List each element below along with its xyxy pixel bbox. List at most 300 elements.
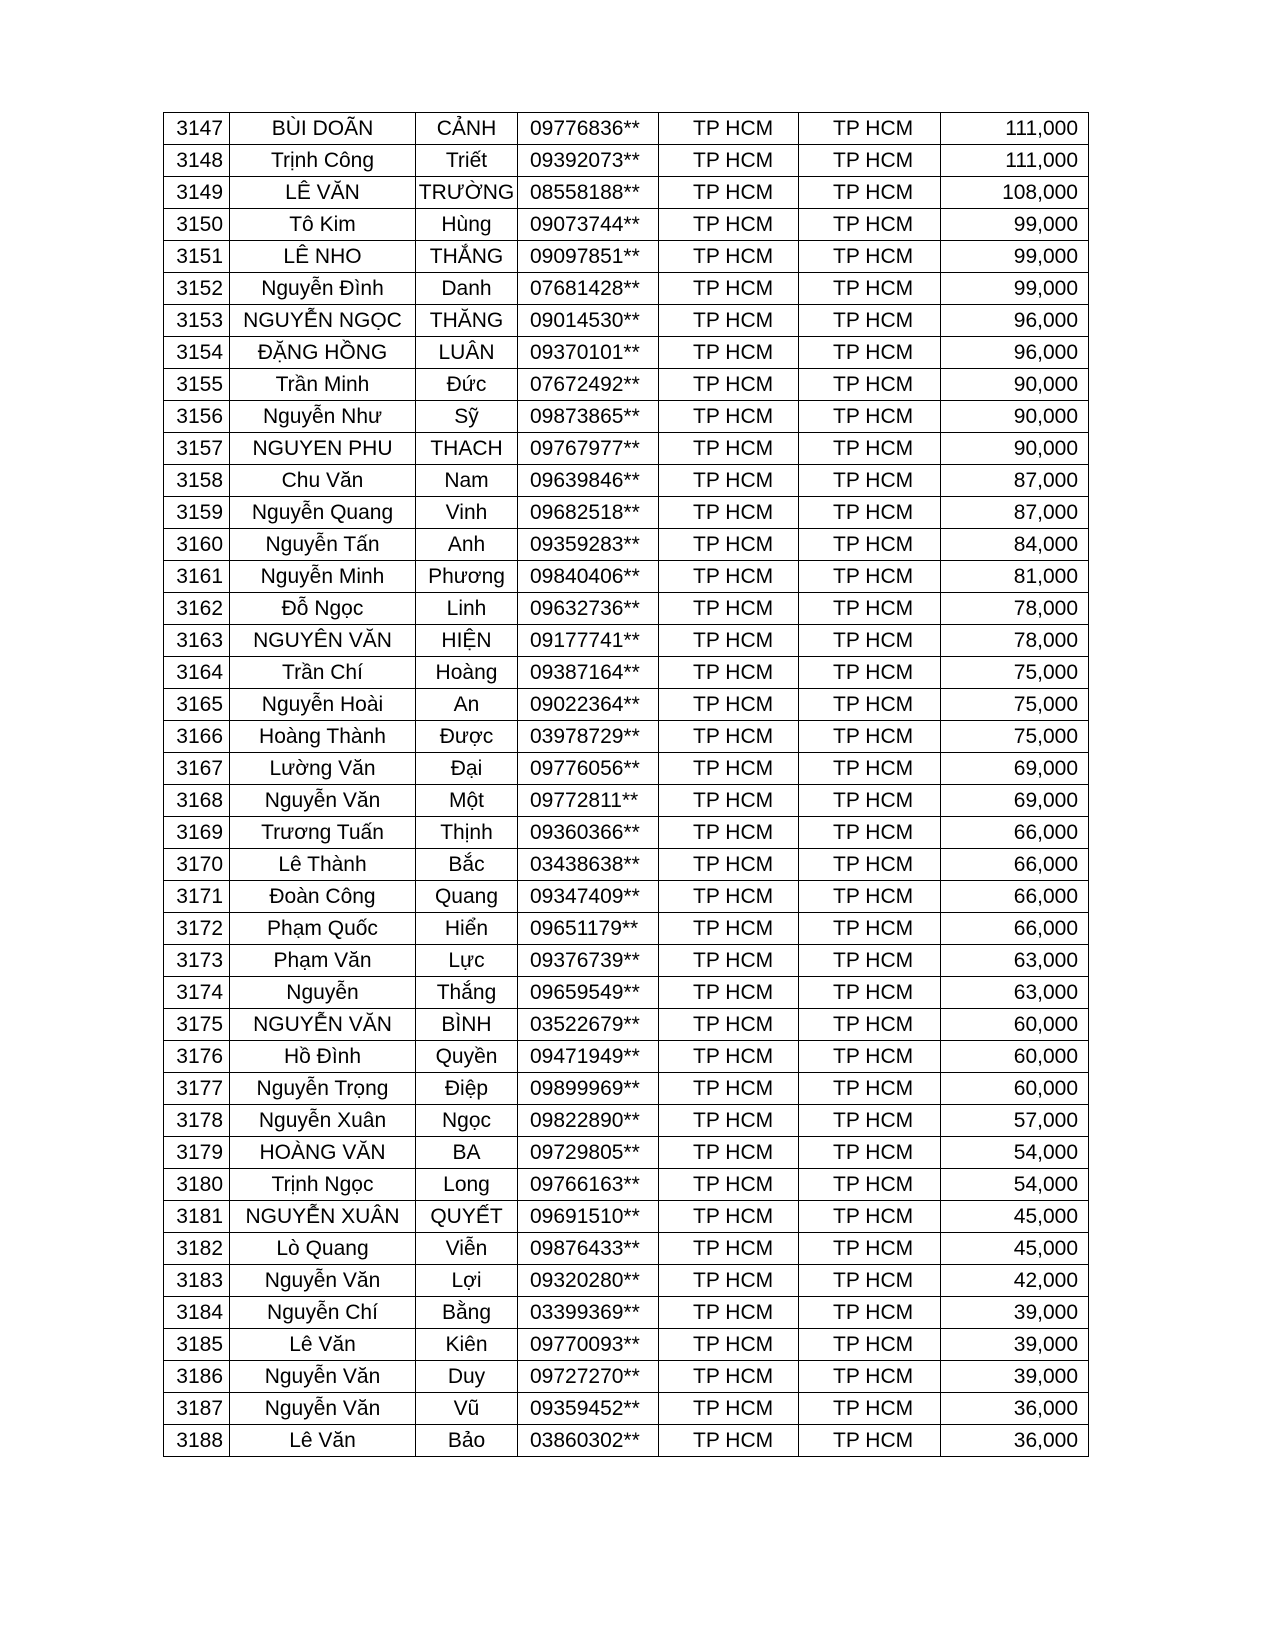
table-row <box>164 1073 1089 1105</box>
province-cell: TP HCM <box>799 625 941 657</box>
row-number: 3176 <box>164 1041 230 1073</box>
row-number: 3185 <box>164 1329 230 1361</box>
phone-cell: 09359283** <box>518 529 659 561</box>
surname-cell: Nguyễn Đình <box>230 273 416 305</box>
surname-cell: LÊ NHO <box>230 241 416 273</box>
given-name-cell: Long <box>416 1169 518 1201</box>
amount-cell: 60,000 <box>941 1009 1089 1041</box>
province-cell: TP HCM <box>799 689 941 721</box>
table-row <box>164 177 1089 209</box>
province-cell: TP HCM <box>799 369 941 401</box>
table-row <box>164 273 1089 305</box>
row-number: 3179 <box>164 1137 230 1169</box>
row-number: 3153 <box>164 305 230 337</box>
table-row <box>164 433 1089 465</box>
table-row <box>164 113 1089 145</box>
amount-cell: 108,000 <box>941 177 1089 209</box>
province-cell: TP HCM <box>799 1265 941 1297</box>
given-name-cell: Thịnh <box>416 817 518 849</box>
row-number: 3149 <box>164 177 230 209</box>
province-cell: TP HCM <box>799 561 941 593</box>
phone-cell: 09822890** <box>518 1105 659 1137</box>
surname-cell: BÙI DOÃN <box>230 113 416 145</box>
city-cell: TP HCM <box>659 337 799 369</box>
amount-cell: 66,000 <box>941 849 1089 881</box>
city-cell: TP HCM <box>659 785 799 817</box>
table-row <box>164 1009 1089 1041</box>
surname-cell: Nguyễn Văn <box>230 1393 416 1425</box>
table-row <box>164 1425 1089 1457</box>
phone-cell: 09347409** <box>518 881 659 913</box>
given-name-cell: LUÂN <box>416 337 518 369</box>
phone-cell: 03399369** <box>518 1297 659 1329</box>
table-row <box>164 497 1089 529</box>
province-cell: TP HCM <box>799 337 941 369</box>
given-name-cell: Quyền <box>416 1041 518 1073</box>
city-cell: TP HCM <box>659 465 799 497</box>
given-name-cell: Một <box>416 785 518 817</box>
table-row <box>164 1233 1089 1265</box>
surname-cell: Nguyễn Văn <box>230 1265 416 1297</box>
phone-cell: 09022364** <box>518 689 659 721</box>
given-name-cell: Hoàng <box>416 657 518 689</box>
table-row <box>164 1169 1089 1201</box>
table-row <box>164 465 1089 497</box>
phone-cell: 09387164** <box>518 657 659 689</box>
province-cell: TP HCM <box>799 1425 941 1457</box>
amount-cell: 69,000 <box>941 785 1089 817</box>
province-cell: TP HCM <box>799 113 941 145</box>
city-cell: TP HCM <box>659 1105 799 1137</box>
given-name-cell: Bằng <box>416 1297 518 1329</box>
row-number: 3147 <box>164 113 230 145</box>
city-cell: TP HCM <box>659 1393 799 1425</box>
table-row <box>164 145 1089 177</box>
phone-cell: 09776056** <box>518 753 659 785</box>
table-row <box>164 1297 1089 1329</box>
amount-cell: 90,000 <box>941 369 1089 401</box>
province-cell: TP HCM <box>799 721 941 753</box>
city-cell: TP HCM <box>659 1201 799 1233</box>
surname-cell: Nguyễn Văn <box>230 785 416 817</box>
province-cell: TP HCM <box>799 1393 941 1425</box>
surname-cell: Phạm Quốc <box>230 913 416 945</box>
given-name-cell: Được <box>416 721 518 753</box>
phone-cell: 09471949** <box>518 1041 659 1073</box>
surname-cell: Tô Kim <box>230 209 416 241</box>
given-name-cell: Lợi <box>416 1265 518 1297</box>
city-cell: TP HCM <box>659 1425 799 1457</box>
amount-cell: 66,000 <box>941 881 1089 913</box>
table-row <box>164 1201 1089 1233</box>
surname-cell: Nguyễn Chí <box>230 1297 416 1329</box>
phone-cell: 09073744** <box>518 209 659 241</box>
row-number: 3162 <box>164 593 230 625</box>
province-cell: TP HCM <box>799 945 941 977</box>
phone-cell: 09772811** <box>518 785 659 817</box>
data-table <box>163 112 1089 1457</box>
province-cell: TP HCM <box>799 1233 941 1265</box>
table-row <box>164 721 1089 753</box>
given-name-cell: Hiển <box>416 913 518 945</box>
surname-cell: Trịnh Công <box>230 145 416 177</box>
row-number: 3166 <box>164 721 230 753</box>
phone-cell: 09691510** <box>518 1201 659 1233</box>
amount-cell: 96,000 <box>941 337 1089 369</box>
surname-cell: Nguyễn Như <box>230 401 416 433</box>
row-number: 3163 <box>164 625 230 657</box>
city-cell: TP HCM <box>659 1169 799 1201</box>
table-row <box>164 977 1089 1009</box>
phone-cell: 08558188** <box>518 177 659 209</box>
amount-cell: 81,000 <box>941 561 1089 593</box>
surname-cell: Lò Quang <box>230 1233 416 1265</box>
given-name-cell: Bảo <box>416 1425 518 1457</box>
row-number: 3155 <box>164 369 230 401</box>
province-cell: TP HCM <box>799 305 941 337</box>
phone-cell: 09651179** <box>518 913 659 945</box>
surname-cell: Nguyễn Tấn <box>230 529 416 561</box>
amount-cell: 60,000 <box>941 1073 1089 1105</box>
province-cell: TP HCM <box>799 209 941 241</box>
row-number: 3170 <box>164 849 230 881</box>
row-number: 3151 <box>164 241 230 273</box>
table-row <box>164 1105 1089 1137</box>
row-number: 3187 <box>164 1393 230 1425</box>
row-number: 3188 <box>164 1425 230 1457</box>
amount-cell: 66,000 <box>941 913 1089 945</box>
given-name-cell: TRƯỜNG <box>416 177 518 209</box>
row-number: 3186 <box>164 1361 230 1393</box>
province-cell: TP HCM <box>799 177 941 209</box>
given-name-cell: Linh <box>416 593 518 625</box>
table-row <box>164 913 1089 945</box>
city-cell: TP HCM <box>659 369 799 401</box>
row-number: 3165 <box>164 689 230 721</box>
row-number: 3181 <box>164 1201 230 1233</box>
surname-cell: Đoàn Công <box>230 881 416 913</box>
surname-cell: Trịnh Ngọc <box>230 1169 416 1201</box>
city-cell: TP HCM <box>659 1297 799 1329</box>
given-name-cell: Lực <box>416 945 518 977</box>
amount-cell: 39,000 <box>941 1297 1089 1329</box>
amount-cell: 45,000 <box>941 1201 1089 1233</box>
given-name-cell: BÌNH <box>416 1009 518 1041</box>
given-name-cell: Danh <box>416 273 518 305</box>
table-row <box>164 209 1089 241</box>
province-cell: TP HCM <box>799 817 941 849</box>
phone-cell: 09177741** <box>518 625 659 657</box>
province-cell: TP HCM <box>799 785 941 817</box>
table-row <box>164 369 1089 401</box>
row-number: 3183 <box>164 1265 230 1297</box>
province-cell: TP HCM <box>799 1329 941 1361</box>
city-cell: TP HCM <box>659 849 799 881</box>
given-name-cell: HIỆN <box>416 625 518 657</box>
province-cell: TP HCM <box>799 753 941 785</box>
amount-cell: 42,000 <box>941 1265 1089 1297</box>
surname-cell: Hồ Đình <box>230 1041 416 1073</box>
given-name-cell: Viễn <box>416 1233 518 1265</box>
row-number: 3148 <box>164 145 230 177</box>
province-cell: TP HCM <box>799 1041 941 1073</box>
row-number: 3159 <box>164 497 230 529</box>
given-name-cell: QUYẾT <box>416 1201 518 1233</box>
amount-cell: 63,000 <box>941 977 1089 1009</box>
surname-cell: Nguyễn Hoài <box>230 689 416 721</box>
given-name-cell: Phương <box>416 561 518 593</box>
phone-cell: 03522679** <box>518 1009 659 1041</box>
amount-cell: 96,000 <box>941 305 1089 337</box>
row-number: 3169 <box>164 817 230 849</box>
province-cell: TP HCM <box>799 465 941 497</box>
phone-cell: 09392073** <box>518 145 659 177</box>
city-cell: TP HCM <box>659 241 799 273</box>
phone-cell: 09370101** <box>518 337 659 369</box>
phone-cell: 09727270** <box>518 1361 659 1393</box>
phone-cell: 09360366** <box>518 817 659 849</box>
amount-cell: 60,000 <box>941 1041 1089 1073</box>
table-row <box>164 625 1089 657</box>
table-row <box>164 881 1089 913</box>
table-row <box>164 657 1089 689</box>
city-cell: TP HCM <box>659 945 799 977</box>
given-name-cell: BA <box>416 1137 518 1169</box>
province-cell: TP HCM <box>799 881 941 913</box>
row-number: 3156 <box>164 401 230 433</box>
table-row <box>164 593 1089 625</box>
table-row <box>164 1137 1089 1169</box>
city-cell: TP HCM <box>659 721 799 753</box>
given-name-cell: THĂNG <box>416 305 518 337</box>
city-cell: TP HCM <box>659 977 799 1009</box>
surname-cell: NGUYEN PHU <box>230 433 416 465</box>
surname-cell: Nguyễn Quang <box>230 497 416 529</box>
surname-cell: Nguyễn Trọng <box>230 1073 416 1105</box>
row-number: 3154 <box>164 337 230 369</box>
phone-cell: 09873865** <box>518 401 659 433</box>
phone-cell: 09776836** <box>518 113 659 145</box>
row-number: 3175 <box>164 1009 230 1041</box>
province-cell: TP HCM <box>799 1105 941 1137</box>
phone-cell: 09876433** <box>518 1233 659 1265</box>
province-cell: TP HCM <box>799 497 941 529</box>
row-number: 3157 <box>164 433 230 465</box>
surname-cell: Đỗ Ngọc <box>230 593 416 625</box>
amount-cell: 54,000 <box>941 1137 1089 1169</box>
surname-cell: Phạm Văn <box>230 945 416 977</box>
row-number: 3152 <box>164 273 230 305</box>
surname-cell: Chu Văn <box>230 465 416 497</box>
province-cell: TP HCM <box>799 657 941 689</box>
table-row <box>164 1041 1089 1073</box>
table-row <box>164 401 1089 433</box>
surname-cell: HOÀNG VĂN <box>230 1137 416 1169</box>
surname-cell: Nguyễn Xuân <box>230 1105 416 1137</box>
surname-cell: Nguyễn <box>230 977 416 1009</box>
phone-cell: 09632736** <box>518 593 659 625</box>
row-number: 3150 <box>164 209 230 241</box>
amount-cell: 111,000 <box>941 113 1089 145</box>
province-cell: TP HCM <box>799 977 941 1009</box>
city-cell: TP HCM <box>659 1329 799 1361</box>
province-cell: TP HCM <box>799 1009 941 1041</box>
table-row <box>164 849 1089 881</box>
given-name-cell: THẮNG <box>416 241 518 273</box>
city-cell: TP HCM <box>659 1137 799 1169</box>
city-cell: TP HCM <box>659 1265 799 1297</box>
surname-cell: LÊ VĂN <box>230 177 416 209</box>
surname-cell: Hoàng Thành <box>230 721 416 753</box>
province-cell: TP HCM <box>799 593 941 625</box>
given-name-cell: An <box>416 689 518 721</box>
surname-cell: Trương Tuấn <box>230 817 416 849</box>
phone-cell: 09766163** <box>518 1169 659 1201</box>
row-number: 3160 <box>164 529 230 561</box>
amount-cell: 87,000 <box>941 465 1089 497</box>
given-name-cell: Vinh <box>416 497 518 529</box>
phone-cell: 09320280** <box>518 1265 659 1297</box>
surname-cell: NGUYỄN VĂN <box>230 1009 416 1041</box>
given-name-cell: Thắng <box>416 977 518 1009</box>
surname-cell: NGUYÊN VĂN <box>230 625 416 657</box>
province-cell: TP HCM <box>799 1297 941 1329</box>
city-cell: TP HCM <box>659 753 799 785</box>
row-number: 3180 <box>164 1169 230 1201</box>
table-row <box>164 753 1089 785</box>
amount-cell: 57,000 <box>941 1105 1089 1137</box>
amount-cell: 99,000 <box>941 241 1089 273</box>
given-name-cell: Nam <box>416 465 518 497</box>
phone-cell: 07672492** <box>518 369 659 401</box>
city-cell: TP HCM <box>659 273 799 305</box>
table-row <box>164 305 1089 337</box>
phone-cell: 09359452** <box>518 1393 659 1425</box>
amount-cell: 84,000 <box>941 529 1089 561</box>
amount-cell: 78,000 <box>941 593 1089 625</box>
row-number: 3177 <box>164 1073 230 1105</box>
row-number: 3168 <box>164 785 230 817</box>
province-cell: TP HCM <box>799 849 941 881</box>
phone-cell: 03860302** <box>518 1425 659 1457</box>
table-row <box>164 1265 1089 1297</box>
table-row <box>164 785 1089 817</box>
city-cell: TP HCM <box>659 1073 799 1105</box>
table-row <box>164 561 1089 593</box>
amount-cell: 78,000 <box>941 625 1089 657</box>
surname-cell: Lê Thành <box>230 849 416 881</box>
city-cell: TP HCM <box>659 1041 799 1073</box>
table-row <box>164 1329 1089 1361</box>
city-cell: TP HCM <box>659 401 799 433</box>
given-name-cell: Đại <box>416 753 518 785</box>
phone-cell: 07681428** <box>518 273 659 305</box>
city-cell: TP HCM <box>659 1233 799 1265</box>
surname-cell: Lường Văn <box>230 753 416 785</box>
phone-cell: 09899969** <box>518 1073 659 1105</box>
row-number: 3174 <box>164 977 230 1009</box>
given-name-cell: Đức <box>416 369 518 401</box>
amount-cell: 39,000 <box>941 1361 1089 1393</box>
table-row <box>164 241 1089 273</box>
row-number: 3158 <box>164 465 230 497</box>
given-name-cell: Duy <box>416 1361 518 1393</box>
amount-cell: 54,000 <box>941 1169 1089 1201</box>
phone-cell: 09376739** <box>518 945 659 977</box>
surname-cell: Lê Văn <box>230 1329 416 1361</box>
surname-cell: Nguyễn Văn <box>230 1361 416 1393</box>
amount-cell: 90,000 <box>941 433 1089 465</box>
city-cell: TP HCM <box>659 1361 799 1393</box>
province-cell: TP HCM <box>799 401 941 433</box>
row-number: 3164 <box>164 657 230 689</box>
given-name-cell: THACH <box>416 433 518 465</box>
row-number: 3167 <box>164 753 230 785</box>
amount-cell: 111,000 <box>941 145 1089 177</box>
province-cell: TP HCM <box>799 1361 941 1393</box>
province-cell: TP HCM <box>799 1169 941 1201</box>
province-cell: TP HCM <box>799 529 941 561</box>
province-cell: TP HCM <box>799 241 941 273</box>
table-row <box>164 1361 1089 1393</box>
given-name-cell: CẢNH <box>416 113 518 145</box>
phone-cell: 09840406** <box>518 561 659 593</box>
row-number: 3182 <box>164 1233 230 1265</box>
table-row <box>164 689 1089 721</box>
amount-cell: 36,000 <box>941 1393 1089 1425</box>
given-name-cell: Anh <box>416 529 518 561</box>
city-cell: TP HCM <box>659 497 799 529</box>
table-row <box>164 529 1089 561</box>
city-cell: TP HCM <box>659 561 799 593</box>
surname-cell: Trần Chí <box>230 657 416 689</box>
given-name-cell: Điệp <box>416 1073 518 1105</box>
surname-cell: Nguyễn Minh <box>230 561 416 593</box>
phone-cell: 09767977** <box>518 433 659 465</box>
surname-cell: ĐẶNG HỒNG <box>230 337 416 369</box>
province-cell: TP HCM <box>799 433 941 465</box>
amount-cell: 63,000 <box>941 945 1089 977</box>
amount-cell: 99,000 <box>941 209 1089 241</box>
city-cell: TP HCM <box>659 145 799 177</box>
amount-cell: 99,000 <box>941 273 1089 305</box>
row-number: 3178 <box>164 1105 230 1137</box>
city-cell: TP HCM <box>659 1009 799 1041</box>
phone-cell: 09014530** <box>518 305 659 337</box>
city-cell: TP HCM <box>659 209 799 241</box>
phone-cell: 09659549** <box>518 977 659 1009</box>
table-body <box>164 113 1089 1457</box>
table-row <box>164 337 1089 369</box>
amount-cell: 75,000 <box>941 721 1089 753</box>
city-cell: TP HCM <box>659 657 799 689</box>
row-number: 3171 <box>164 881 230 913</box>
phone-cell: 09682518** <box>518 497 659 529</box>
phone-cell: 03978729** <box>518 721 659 753</box>
table-row <box>164 817 1089 849</box>
amount-cell: 90,000 <box>941 401 1089 433</box>
given-name-cell: Sỹ <box>416 401 518 433</box>
city-cell: TP HCM <box>659 817 799 849</box>
amount-cell: 45,000 <box>941 1233 1089 1265</box>
city-cell: TP HCM <box>659 177 799 209</box>
city-cell: TP HCM <box>659 305 799 337</box>
city-cell: TP HCM <box>659 113 799 145</box>
phone-cell: 03438638** <box>518 849 659 881</box>
phone-cell: 09097851** <box>518 241 659 273</box>
row-number: 3161 <box>164 561 230 593</box>
phone-cell: 09729805** <box>518 1137 659 1169</box>
